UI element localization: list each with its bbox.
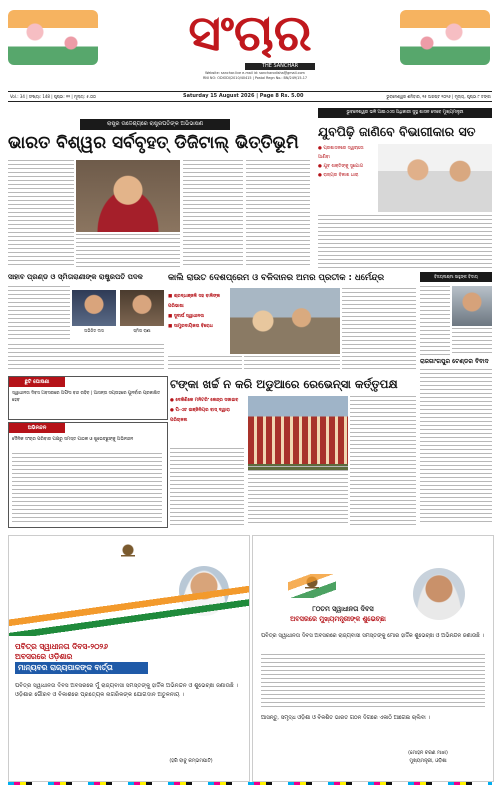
mid-text-2 (244, 356, 340, 372)
cm-ad-line1: ୮୦ତମ ସ୍ୱାଧୀନତା ଦିବସ (312, 605, 374, 613)
congrats-box (8, 422, 168, 528)
bottom-bullet-1: ● ଦେକିଣିକେ ମନିଟରିଂ କେନ୍ଦ୍ର ସଜାଇବ (170, 398, 239, 403)
mid-bullet-2: ■ ସୁଦୀର୍ଘ ସ୍ୱାଧୀନତା (168, 314, 204, 319)
bottom-bullet-2: ● ପି-ଏଚ ଇଞ୍ଜିନିୟର ବାସ୍ ଦ୍ୱାରା ପରିଚାଳନା (170, 408, 230, 423)
right-col-text (318, 215, 492, 269)
mid-text-1 (168, 356, 242, 372)
right-info: ଭୁବନେଶ୍ୱର ଶନିବାର, ୧୫ ଅଗଷ୍ଟ ୨୦୨୬ | ମୂଲ୍ୟ, ପୃଷ୍ଠା ୮ ଟଙ୍କା (386, 94, 491, 99)
cm-ad-body1: ପବିତ୍ର ସ୍ୱାଧୀନତା ଦିବସ ଅବସରରେ ରାଜ୍ୟବାସୀ ସମସ୍ତଙ୍କୁ ମୋର ହାର୍ଦ୍ଦିକ ଶୁଭେଚ୍ଛା ଓ ଅଭିନନ୍ଦନ ଜଣାଉଛି । (261, 633, 484, 639)
congrats-lines (12, 453, 162, 523)
website-line: Website: sanchar.live e-mail id: sancharodisha@gmail.com (205, 71, 305, 75)
mid-bullet-1: ■ ଶ୍ରଦ୍ଧାଞ୍ଜଳି ସହ ବାଳିଙ୍କ ପରିଭାଷା (168, 294, 220, 309)
date-strip (8, 91, 492, 102)
mid-headline: କାଲି ରାଉତ ଦେଶପ୍ରେମ ଓ ବଳିଦାନର ଅମର ପ୍ରତୀକ : ଧର୍ମେନ୍ଦ୍ର (168, 273, 385, 283)
bottom-text-1 (170, 448, 244, 526)
cm-ad-photo (413, 568, 465, 620)
cm-ad-body2: ଆସନ୍ତୁ, ସମୃଦ୍ଧ ଓଡ଼ିଶା ଓ ବିକଶିତ ଭାରତ ଗଠନ ଦିଗରେ ଏକାଠି ଆଗେଇ ଚାଲିବା । (261, 715, 430, 721)
right-bullet-1: ● ପ୍ରଶାସନରେ ସ୍ୱଚ୍ଛତା ଆଣିବା (318, 146, 364, 160)
governor-ad (8, 535, 250, 782)
cm-sig-role: ମୁଖ୍ୟମନ୍ତ୍ରୀ, ଓଡ଼ିଶା (409, 759, 447, 764)
bottom-text-3 (350, 396, 416, 526)
cm-ad-lines (261, 654, 485, 710)
mid-text-3 (342, 288, 416, 372)
lead-col-1 (8, 160, 74, 268)
governor-ad-line3: ମାନ୍ୟବର ରାଜ୍ୟପାଳଙ୍କ ବାର୍ତ୍ତା (15, 662, 148, 674)
mid-left-headline: ସାହାବ ପ୍ରଣ୍ଡ ଓ ସ୍ମିତାରାଣୀଙ୍କ ରାଷ୍ଟ୍ରପତି ପଦକ (8, 273, 143, 281)
officer-photo-1 (72, 290, 116, 326)
cm-ad-line2: ଅବସରରେ ମୁଖ୍ୟମନ୍ତ୍ରୀଙ୍କ ଶୁଭେଚ୍ଛା (290, 615, 386, 623)
bottom-text-2 (248, 466, 348, 526)
holiday-title: ଛୁଟି ଘୋଷଣା (9, 377, 65, 387)
side-photo (452, 286, 492, 326)
governor-swoosh (9, 586, 249, 636)
vol-info: Vol.: 34 | ସଂଖ୍ୟା: 148 | ପୃଷ୍ଠା: ୧୨ | ମୂଲ୍ୟ: ୫.୦୦ (10, 94, 96, 99)
lead-headline: ଭାରତ ବିଶ୍ୱର ସର୍ବବୃହତ୍ ଡିଜିଟାଲ୍ ଭିତ୍ତିଭୂମି (8, 133, 299, 153)
mid-bullets (168, 292, 228, 356)
cm-signature: (ମୋହନ ଚରଣ ମାଝୀ) (408, 751, 448, 756)
bottom-bullets (170, 396, 244, 446)
flag-left (8, 10, 98, 65)
right-headline: ଯୁବପିଢ଼ି ଜାଣିବେ ବିଭାଗୀକାର ସତ (318, 124, 476, 139)
holiday-box (8, 376, 168, 420)
congrats-title: ଅଭିନନ୍ଦନ (9, 423, 65, 433)
date-line: Saturday 15 August 2026 | Page 8 Rs. 5.00 (183, 93, 304, 99)
congrats-text: ଦୈନିକ ସଂଚାର ପରିବାର ପକ୍ଷରୁ ସମସ୍ତ ପାଠକ ଓ ଶୁଭେଚ୍ଛୁଙ୍କୁ ଅଭିନନ୍ଦନ (12, 437, 134, 442)
officer-caption-2: ସ୍ମିତା ରାଣୀ (133, 328, 151, 333)
mid-left-text-2 (8, 344, 164, 372)
right-bullets (318, 144, 376, 214)
side-text-2 (452, 328, 492, 356)
lead-kicker: ରାଷ୍ଟ୍ର ଉଦ୍ଦେଶ୍ୟରେ ରାଷ୍ଟ୍ରପତିଙ୍କ ଅଭିଭାଷଣ (80, 119, 230, 130)
president-photo (76, 160, 180, 232)
registration-marks (8, 782, 492, 785)
lead-col-4 (246, 160, 310, 268)
officer-photo-2 (120, 290, 164, 326)
cm-ad-flag (288, 574, 336, 598)
lead-col-2 (76, 234, 180, 268)
masthead (0, 0, 500, 88)
cm-photo (378, 144, 492, 212)
holiday-text: ସ୍ୱାଧୀନତା ଦିବସ ଅବସରରେ ଅଫିସ ବନ୍ଦ ରହିବ | ଆସନ୍ତା ସପ୍ତାହରେ ପୁନର୍ବାର ପ୍ରକାଶିତ ହେବ (12, 391, 161, 403)
masthead-subtitle: THE SANCHAR (245, 63, 315, 70)
mid-left-text (8, 286, 70, 342)
mid-bullet-3: ■ ସାମ୍ପ୍ରଦାୟିକତା ବିରୋଧ (168, 324, 213, 329)
flag-right (400, 10, 490, 65)
right-bullet-2: ● ଯୁବ ଶକ୍ତିଙ୍କୁ ସୁଯୋଗ (318, 164, 364, 169)
side-kicker: ବିଜୟଲକ୍ଷ୍ମୀ ସାହୁଙ୍କ ବିଦାୟ (420, 272, 492, 282)
masthead-title: ସଂଚାର (188, 3, 312, 62)
officer-caption-1: ଅଭିଜିତ ଦାସ (84, 328, 104, 333)
governor-ad-line2: ଅବସରରେ ଓଡ଼ିଶାର (15, 652, 73, 661)
right-bullet-3: ● ରାଜ୍ୟର ବିକାଶ ଧାରା (318, 173, 359, 178)
governor-ad-body: ପବିତ୍ର ସ୍ୱାଧୀନତା ଦିବସ ଅବସରରେ ମୁଁ ରାଜ୍ୟବାସୀ ସମସ୍ତଙ୍କୁ ହାର୍ଦ୍ଦିକ ଅଭିନନ୍ଦନ ଓ ଶୁଭେଚ୍ଛା ଜଣାଉଛି । ଓଡ଼ିଶାର ଗୌରବ ଓ ବିକାଶରେ ପ୍ରତ୍ୟେକ ନାଗରିକଙ୍କ ଯୋଗଦାନ ଅତୁଳନୀୟ । (15, 683, 238, 698)
bottom-headline: ଟଙ୍କା ଖର୍ଚ୍ଚ ନ କରି ଅଡୁଆରେ ରେଭେନ୍ସା କର୍ତ୍ତୃପକ୍ଷ (170, 377, 398, 391)
lead-col-3 (183, 160, 243, 268)
emblem-icon-left (121, 544, 135, 564)
rni-line: RNI NO: ODIODI/2010/40415 | Postal Regn No.: BN/249/15-17 (202, 76, 308, 80)
governor-signature: (ହରି ବାବୁ କମ୍ଭମପାଟି) (169, 759, 213, 764)
side-headline: ରାଜଗାଂଗପୁର ଟେଣ୍ଡର ବିବାଦ (420, 358, 489, 365)
side-text-1 (420, 286, 450, 356)
cm-ad (252, 535, 494, 782)
governor-ad-line1: ପବିତ୍ର ସ୍ୱାଧୀନତା ଦିବସ-୨୦୨୬ (15, 642, 108, 651)
tribute-photo (230, 288, 340, 354)
right-kicker: ଭୁବନେଶ୍ୱର ଭଳି ଆଇଏଏସ ଅଧିକାରୀ ସୁସ୍ଥ ଶାସନ ଦେବେ ମୁଖ୍ୟମନ୍ତ୍ରୀ (318, 108, 492, 118)
building-photo (248, 396, 348, 470)
side-text-3 (420, 369, 492, 525)
